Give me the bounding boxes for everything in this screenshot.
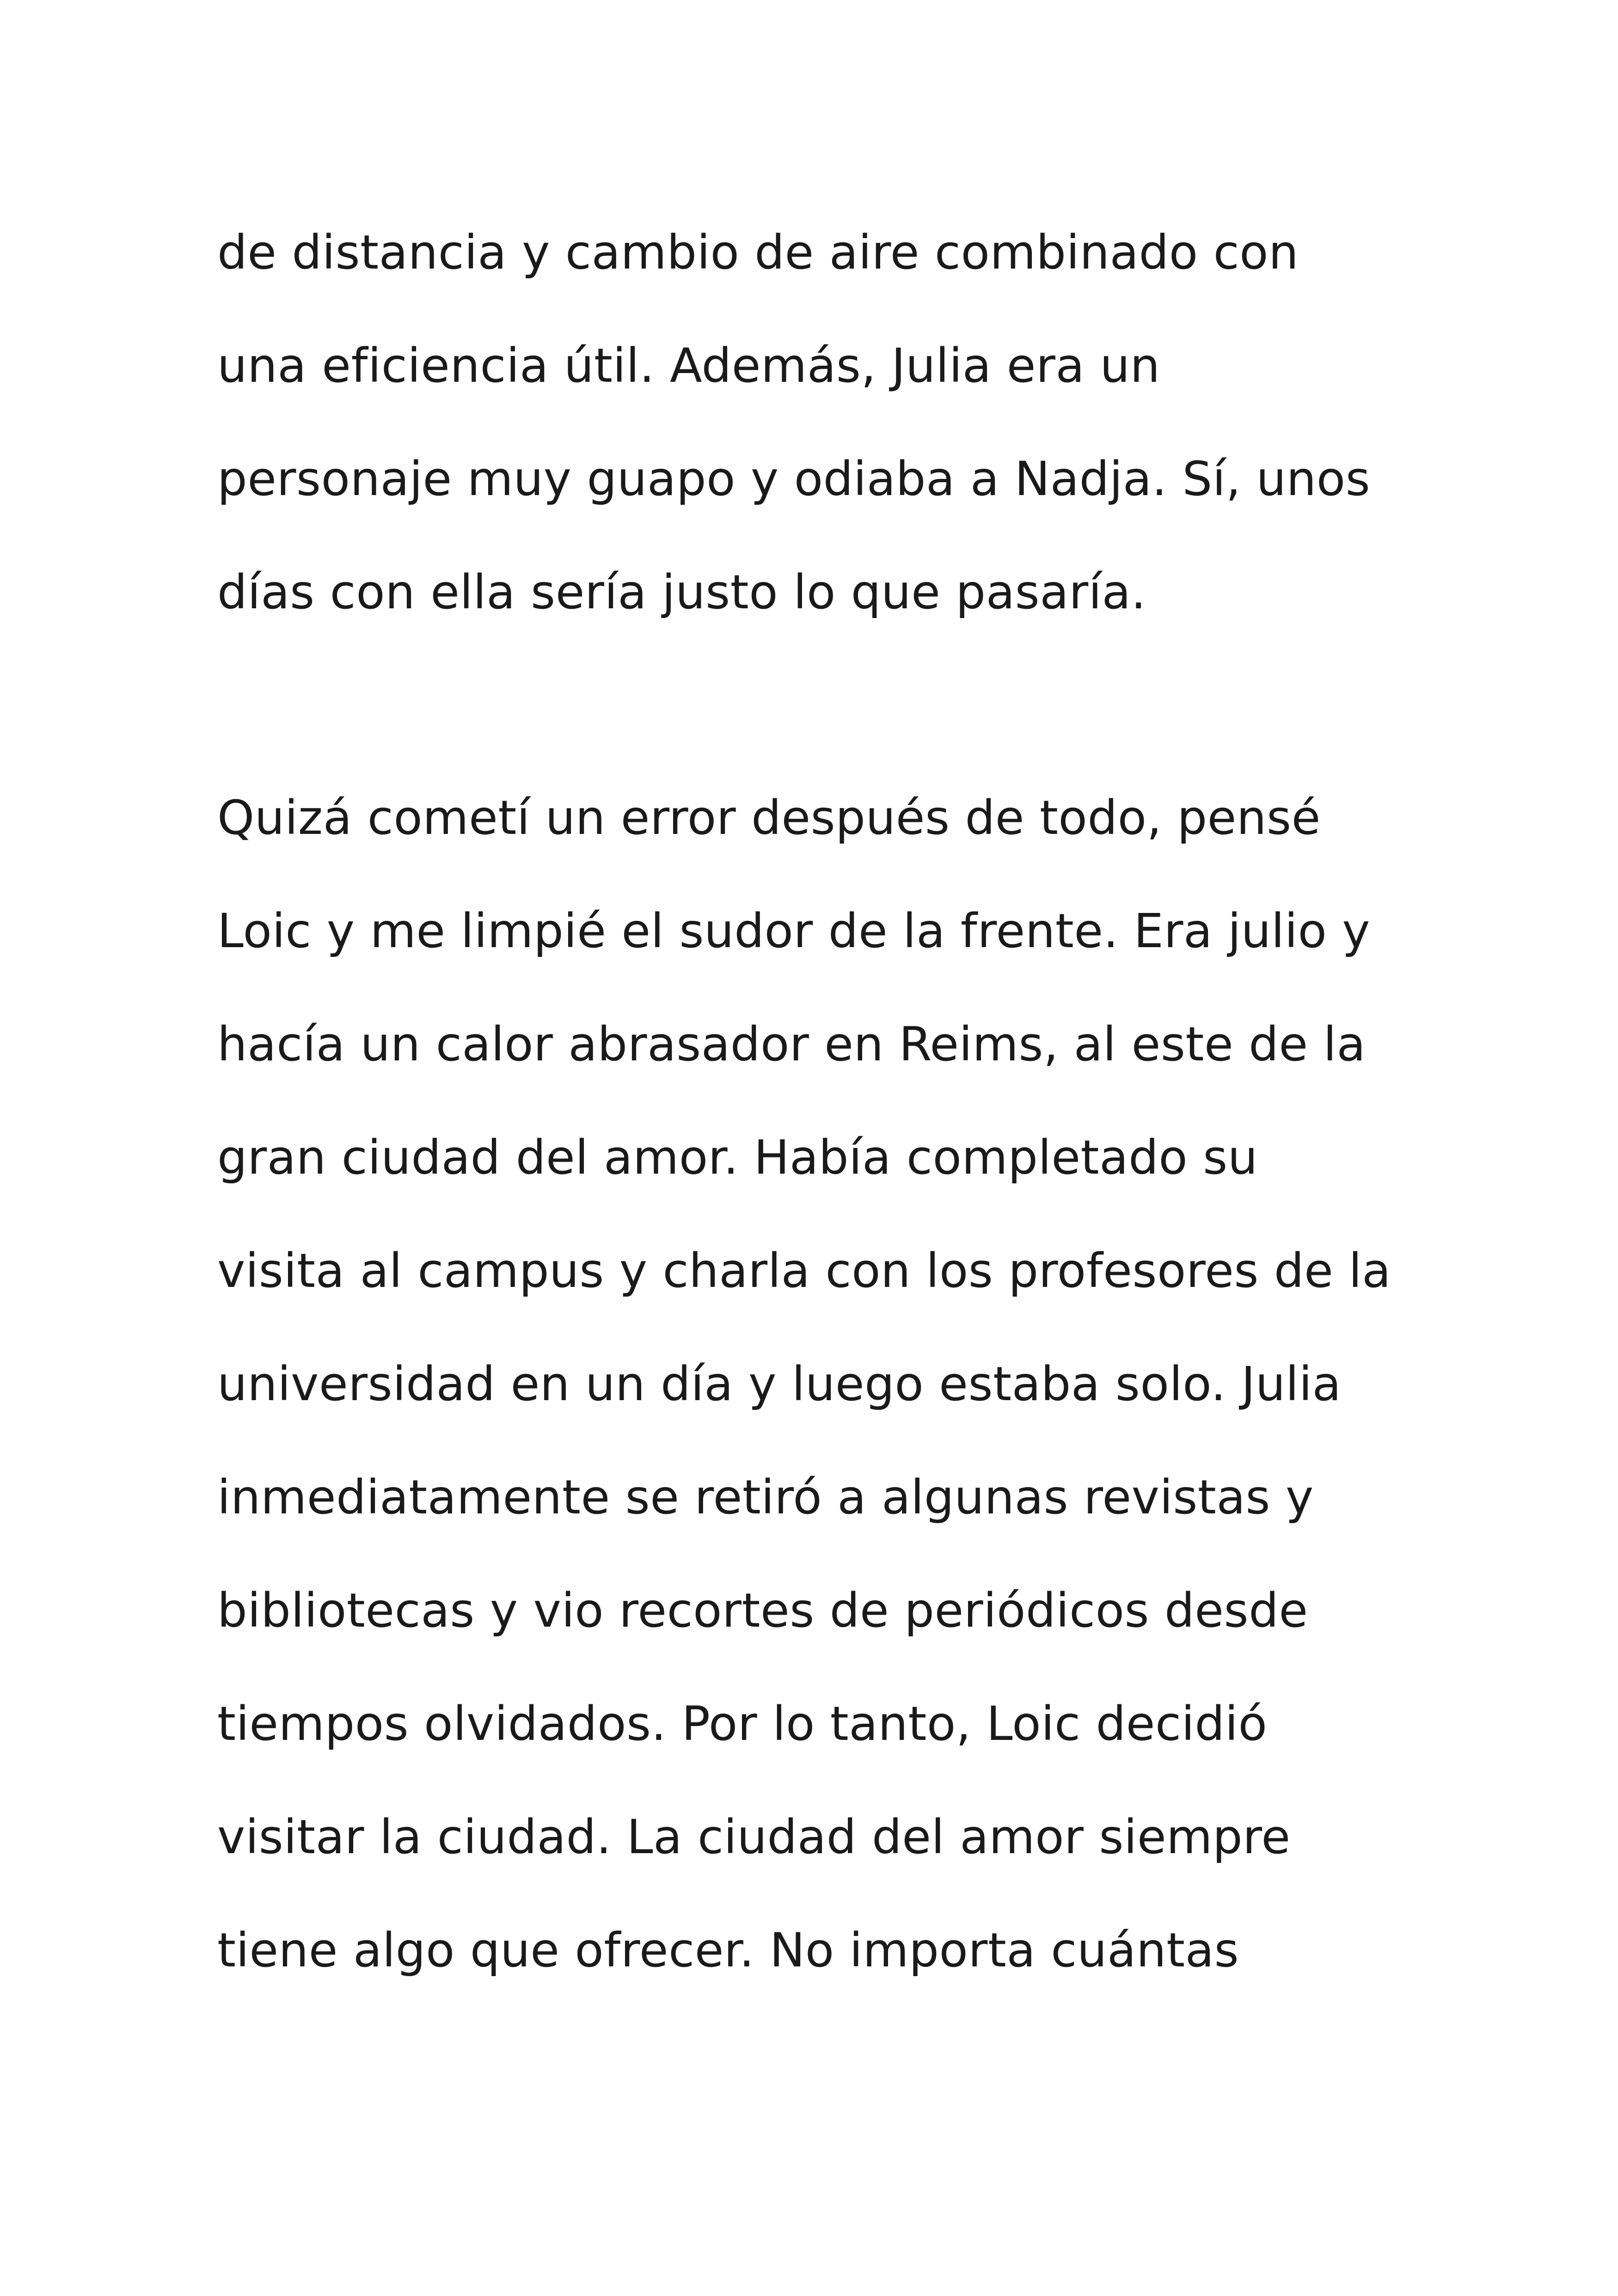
paragraph-1: [217, 196, 1586, 649]
text-line: visita al campus y charla con los profesores de la: [217, 1243, 1391, 1298]
paragraph-2: [217, 761, 1586, 2007]
text-line: bibliotecas y vio recortes de periódicos desde: [217, 1583, 1308, 1638]
text-line: visitar la ciudad. La ciudad del amor siempre: [217, 1810, 1291, 1865]
text-line: personaje muy guapo y odiaba a Nadja. Sí, unos: [217, 452, 1371, 507]
text-line: inmediatamente se retiró a algunas revistas y: [217, 1470, 1314, 1525]
text-line: de distancia y cambio de aire combinado con: [217, 225, 1299, 280]
text-line: una eficiencia útil. Además, Julia era un: [217, 338, 1160, 393]
text-line: gran ciudad del amor. Había completado su: [217, 1130, 1258, 1185]
text-line: tiene algo que ofrecer. No importa cuántas: [217, 1923, 1239, 1978]
text-line: Loic y me limpié el sudor de la frente. Era julio y: [217, 904, 1371, 959]
text-line: hacía un calor abrasador en Reims, al este de la: [217, 1017, 1366, 1072]
text-line: días con ella sería justo lo que pasaría.: [217, 565, 1146, 620]
text-line: universidad en un día y luego estaba solo. Julia: [217, 1357, 1342, 1412]
text-line: tiempos olvidados. Por lo tanto, Loic decidió: [217, 1696, 1268, 1751]
text-line: Quizá cometí un error después de todo, pensé: [217, 790, 1321, 845]
